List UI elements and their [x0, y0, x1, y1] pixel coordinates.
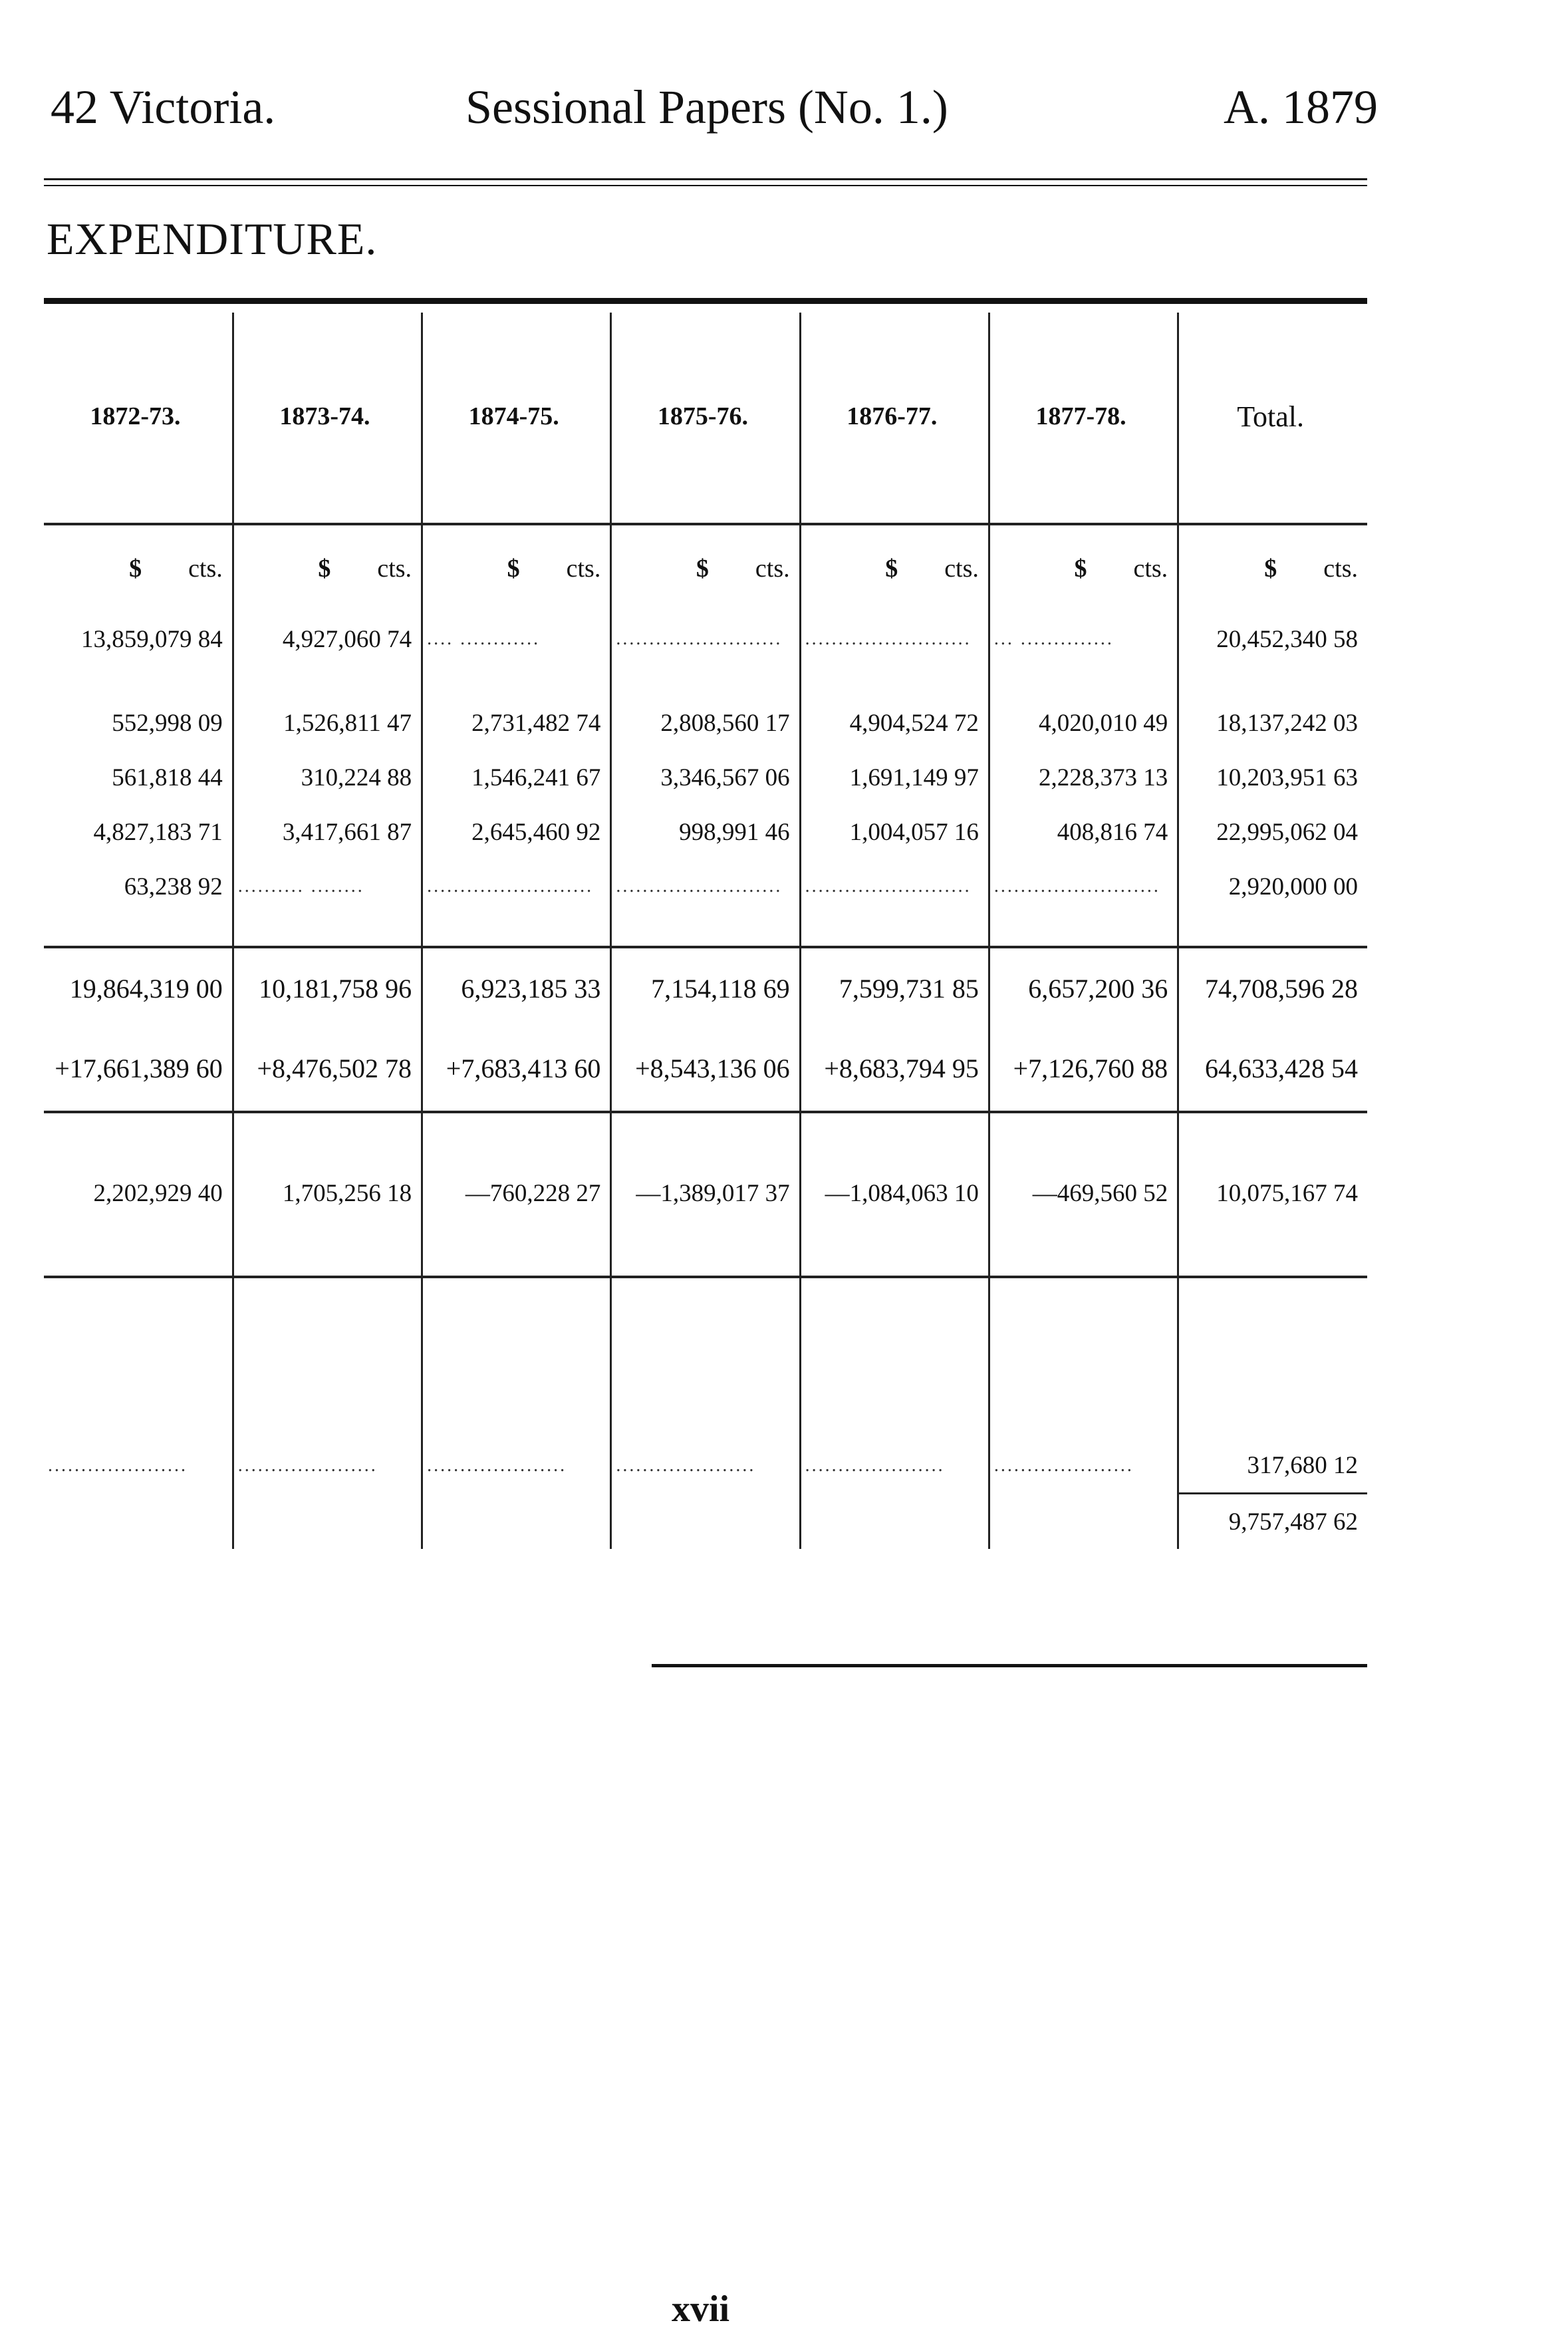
- cell: 2,228,373 13: [989, 750, 1178, 805]
- subtotal-row: [44, 947, 1367, 1028]
- cell: 19,864,319 00: [69, 973, 223, 1004]
- table-row: [44, 612, 1367, 666]
- expenditure-table: [44, 313, 1367, 1549]
- cents-label: cts.: [566, 555, 601, 583]
- cell: 7,599,731 85: [800, 947, 989, 1028]
- leader-dots: .....................: [800, 1438, 989, 1494]
- leader-dots: .........................: [422, 859, 611, 914]
- leader-dots: .......... ........: [233, 859, 422, 914]
- cell: 552,998 09: [112, 709, 223, 737]
- cell: [422, 1494, 611, 1550]
- cell: +17,661,389 60: [55, 1053, 223, 1083]
- cell: [233, 1494, 422, 1550]
- cell: 4,927,060 74: [233, 612, 422, 666]
- dollar-sign: $: [885, 555, 898, 583]
- header-right: A. 1879: [1224, 80, 1378, 134]
- column-headers: [44, 313, 1367, 520]
- units-cell: [800, 524, 989, 612]
- cell: —1,389,017 37: [611, 1112, 800, 1273]
- cell: 310,224 88: [233, 750, 422, 805]
- cell: 2,920,000 00: [1178, 859, 1367, 914]
- cell: 4,827,183 71: [93, 818, 223, 846]
- cell: 1,705,256 18: [233, 1112, 422, 1273]
- leader-dots: ... ..............: [989, 612, 1178, 666]
- cents-label: cts.: [188, 555, 223, 583]
- cell: 10,075,167 74: [1178, 1112, 1367, 1273]
- cell: 2,202,929 40: [93, 1179, 223, 1207]
- leader-dots: .....................: [48, 1454, 188, 1476]
- cell: 998,991 46: [611, 805, 800, 859]
- cents-label: cts.: [755, 555, 790, 583]
- cell: +8,476,502 78: [233, 1028, 422, 1108]
- cell: 4,020,010 49: [989, 696, 1178, 750]
- cell: [800, 1494, 989, 1550]
- header-left: 42 Victoria.: [51, 80, 276, 134]
- cell: 13,859,079 84: [81, 625, 223, 653]
- cents-label: cts.: [1323, 555, 1358, 583]
- table-row: [44, 1494, 1367, 1550]
- leader-dots: .........................: [800, 859, 989, 914]
- cell: 20,452,340 58: [1178, 612, 1367, 666]
- leader-dots: .........................: [800, 612, 989, 666]
- plus-row: [44, 1028, 1367, 1108]
- leader-dots: .........................: [989, 859, 1178, 914]
- col-header: 1876-77.: [800, 313, 989, 520]
- cell: 4,904,524 72: [800, 696, 989, 750]
- cell: +8,543,136 06: [611, 1028, 800, 1108]
- cell: —1,084,063 10: [800, 1112, 989, 1273]
- leader-dots: .........................: [611, 859, 800, 914]
- units-cell: [44, 524, 233, 612]
- units-cell: [422, 524, 611, 612]
- cell: 7,154,118 69: [611, 947, 800, 1028]
- cell: 1,004,057 16: [800, 805, 989, 859]
- header-rule-bottom: [44, 185, 1367, 186]
- table-bottom-rule: [652, 1664, 1367, 1667]
- cell: 317,680 12: [1178, 1438, 1367, 1494]
- cell: 22,995,062 04: [1178, 805, 1367, 859]
- cell: [611, 1494, 800, 1550]
- table-row: [44, 750, 1367, 805]
- section-title: EXPENDITURE.: [47, 213, 378, 264]
- cell: 408,816 74: [989, 805, 1178, 859]
- cell: 2,808,560 17: [611, 696, 800, 750]
- page-folio: xvii: [672, 2288, 730, 2330]
- units-cell: [1178, 524, 1367, 612]
- spacer-row: [44, 1277, 1367, 1438]
- table-row: [44, 696, 1367, 750]
- cell: +7,683,413 60: [422, 1028, 611, 1108]
- units-row: [44, 524, 1367, 612]
- spacer-row: [44, 666, 1367, 696]
- cell: 18,137,242 03: [1178, 696, 1367, 750]
- cell: 3,417,661 87: [233, 805, 422, 859]
- leader-dots: .....................: [989, 1438, 1178, 1494]
- cell: 2,645,460 92: [422, 805, 611, 859]
- table-row: [44, 805, 1367, 859]
- cell: —469,560 52: [989, 1112, 1178, 1273]
- leader-dots: .... ............: [422, 612, 611, 666]
- cell: 561,818 44: [112, 763, 223, 791]
- table-row: [44, 1438, 1367, 1494]
- spacer-row: [44, 914, 1367, 943]
- cents-label: cts.: [944, 555, 979, 583]
- cell: [44, 1494, 233, 1550]
- cell: 64,633,428 54: [1178, 1028, 1367, 1108]
- cell: 63,238 92: [124, 873, 223, 900]
- cents-label: cts.: [377, 555, 412, 583]
- dollar-sign: $: [1074, 555, 1087, 583]
- header-rule-top: [44, 178, 1367, 180]
- units-cell: [989, 524, 1178, 612]
- leader-dots: .....................: [422, 1438, 611, 1494]
- cell: +8,683,794 95: [800, 1028, 989, 1108]
- cell: 9,757,487 62: [1178, 1494, 1367, 1550]
- col-header: 1872-73.: [90, 402, 181, 430]
- dollar-sign: $: [1264, 555, 1277, 583]
- dollar-sign: $: [129, 555, 142, 583]
- cell: 10,203,951 63: [1178, 750, 1367, 805]
- cell: 6,657,200 36: [989, 947, 1178, 1028]
- col-header: Total.: [1178, 313, 1367, 520]
- units-cell: [233, 524, 422, 612]
- units-cell: [611, 524, 800, 612]
- cell: —760,228 27: [422, 1112, 611, 1273]
- cents-label: cts.: [1133, 555, 1168, 583]
- col-header: 1873-74.: [233, 313, 422, 520]
- col-header: 1875-76.: [611, 313, 800, 520]
- cell: 6,923,185 33: [422, 947, 611, 1028]
- dollar-sign: $: [507, 555, 520, 583]
- cell: 2,731,482 74: [422, 696, 611, 750]
- difference-row: [44, 1112, 1367, 1273]
- leader-dots: .........................: [611, 612, 800, 666]
- table-top-rule: [44, 298, 1367, 304]
- cell: 74,708,596 28: [1178, 947, 1367, 1028]
- table-row: [44, 859, 1367, 914]
- cell: 10,181,758 96: [233, 947, 422, 1028]
- col-header: 1874-75.: [422, 313, 611, 520]
- col-header: 1877-78.: [989, 313, 1178, 520]
- dollar-sign: $: [696, 555, 709, 583]
- cell: 3,346,567 06: [611, 750, 800, 805]
- cell: +7,126,760 88: [989, 1028, 1178, 1108]
- cell: [989, 1494, 1178, 1550]
- cell: 1,691,149 97: [800, 750, 989, 805]
- cell: 1,526,811 47: [233, 696, 422, 750]
- cell: 1,546,241 67: [422, 750, 611, 805]
- leader-dots: .....................: [233, 1438, 422, 1494]
- dollar-sign: $: [318, 555, 331, 583]
- header-center: Sessional Papers (No. 1.): [465, 80, 948, 134]
- leader-dots: .....................: [611, 1438, 800, 1494]
